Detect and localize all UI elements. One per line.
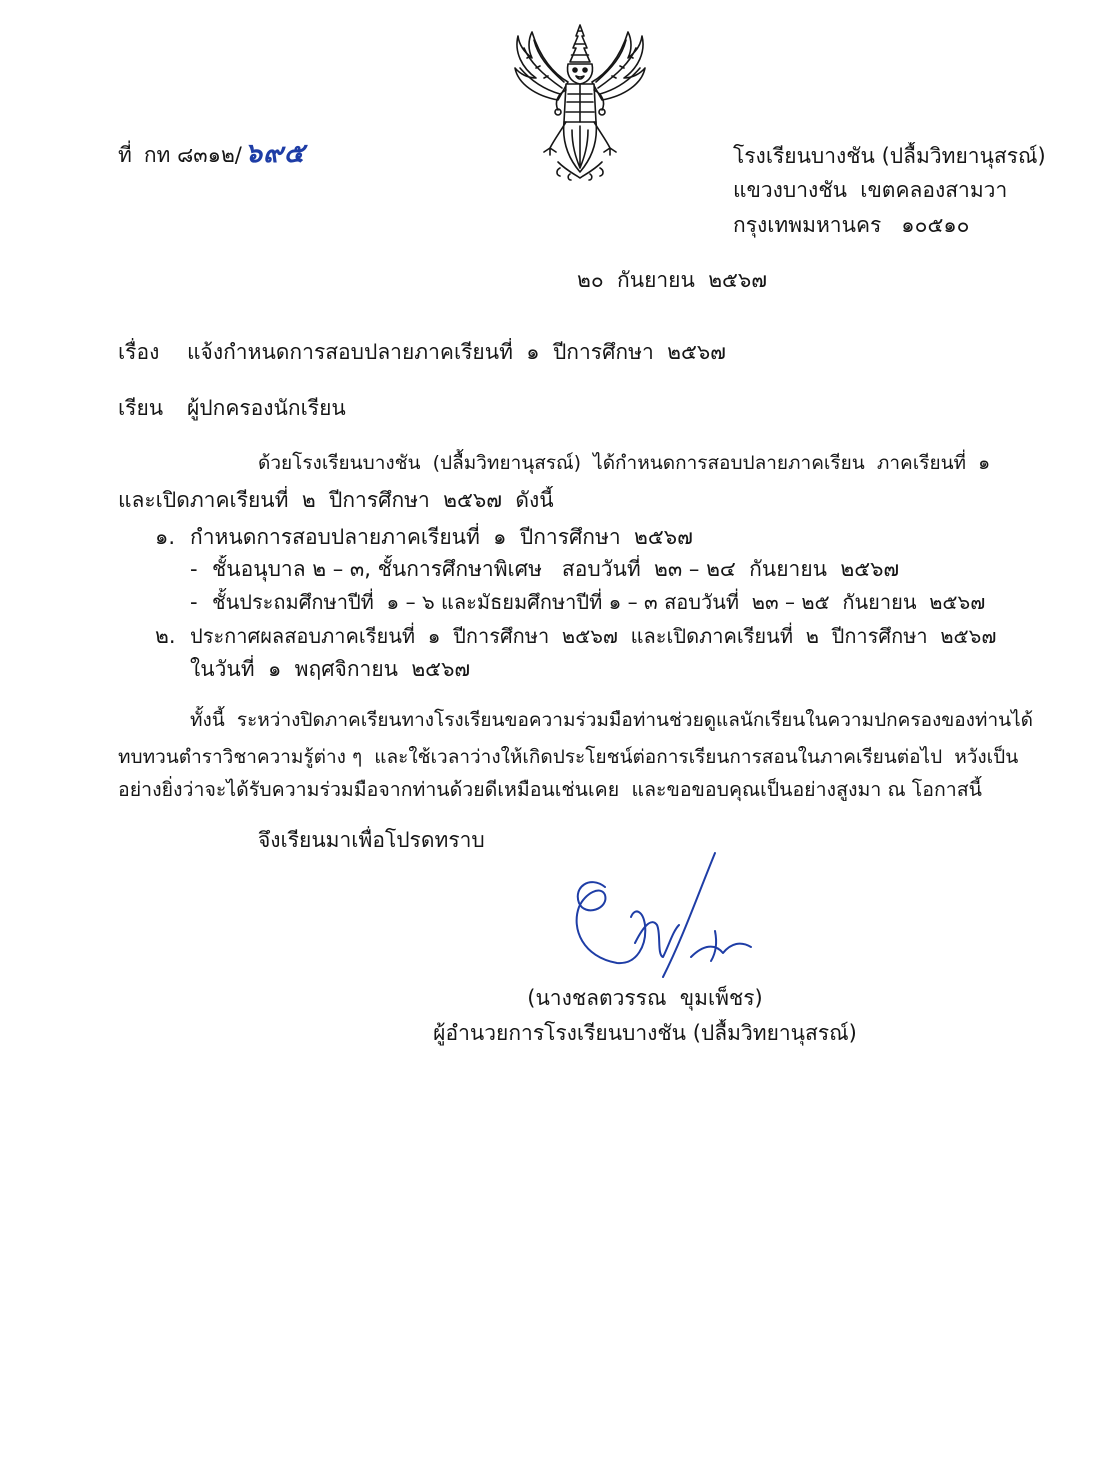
intro-paragraph-line: และเปิดภาคเรียนที่ ๒ ปีการศึกษา ๒๕๖๗ ดังนี้ xyxy=(118,488,554,512)
signature-stroke xyxy=(577,882,646,963)
sender-school-name: โรงเรียนบางชัน (ปลื้มวิทยานุสรณ์) xyxy=(733,144,1046,168)
list-item-text: ประกาศผลสอบภาคเรียนที่ ๑ ปีการศึกษา ๒๕๖๗ และเปิดภาคเรียนที่ ๒ ปีการศึกษา ๒๕๖๗ xyxy=(190,624,997,648)
garuda-crown xyxy=(570,25,590,62)
garuda-right-wing xyxy=(592,32,645,100)
reference-prefix: กท ๘๓๑๒/ xyxy=(143,143,242,167)
garuda-emblem xyxy=(510,22,650,182)
subject-label: เรื่อง xyxy=(118,340,160,364)
sender-address-district: แขวงบางชัน เขตคลองสามวา xyxy=(733,178,1008,202)
closing-paragraph-line: อย่างยิ่งว่าจะได้รับความร่วมมือจากท่านด้วยดีเหมือนเช่นเคย และขอขอบคุณเป็นอย่างสูงมา ณ โอกาสนี้ xyxy=(118,778,982,801)
signatory-title: ผู้อำนวยการโรงเรียนบางชัน (ปลื้มวิทยานุสรณ์) xyxy=(433,1021,857,1045)
closing-paragraph-line: ทั้งนี้ ระหว่างปิดภาคเรียนทางโรงเรียนขอความร่วมมือท่านช่วยดูแลนักเรียนในความปกครองของท่านได้ xyxy=(190,709,1034,731)
subject-text: แจ้งกำหนดการสอบปลายภาคเรียนที่ ๑ ปีการศึกษา ๒๕๖๗ xyxy=(187,340,726,364)
bullet-text: ชั้นอนุบาล ๒ – ๓, ชั้นการศึกษาพิเศษ สอบวันที่ ๒๓ – ๒๔ กันยายน ๒๕๖๗ xyxy=(212,557,900,581)
list-item-continuation: ในวันที่ ๑ พฤศจิกายน ๒๕๖๗ xyxy=(190,657,471,681)
reference-line xyxy=(118,138,305,171)
bullet-marker: - xyxy=(190,557,198,581)
sender-address-city: กรุงเทพมหานคร ๑๐๕๑๐ xyxy=(733,213,970,237)
garuda-head xyxy=(568,64,593,84)
signature xyxy=(565,845,760,990)
closing-phrase: จึงเรียนมาเพื่อโปรดทราบ xyxy=(258,828,485,852)
bullet-marker: - xyxy=(190,590,198,614)
signature-stroke xyxy=(663,853,715,977)
reference-label: ที่ xyxy=(118,143,132,167)
signature-stroke xyxy=(635,922,679,957)
reference-number-handwritten: ๖๙๕ xyxy=(244,138,306,169)
salutation-text: ผู้ปกครองนักเรียน xyxy=(187,396,346,420)
letter-date: ๒๐ กันยายน ๒๕๖๗ xyxy=(577,268,768,292)
list-item-number: ๒. xyxy=(155,624,176,648)
bullet-text: ชั้นประถมศึกษาปีที่ ๑ – ๖ และมัธยมศึกษาปีที่ ๑ – ๓ สอบวันที่ ๒๓ – ๒๕ กันยายน ๒๕๖๗ xyxy=(212,590,986,614)
list-item-number: ๑. xyxy=(155,525,176,549)
garuda-tail xyxy=(557,122,603,180)
closing-paragraph-line: ทบทวนตำราวิชาความรู้ต่าง ๆ และใช้เวลาว่างให้เกิดประโยชน์ต่อการเรียนการสอนในภาคเรียนต่อไป หวังเป็น xyxy=(118,746,1019,768)
garuda-left-wing xyxy=(515,32,568,100)
signatory-name: (นางชลตวรรณ ขุมเพ็ชร) xyxy=(527,986,763,1010)
salutation-label: เรียน xyxy=(118,396,164,420)
signature-stroke xyxy=(691,944,751,957)
intro-paragraph-line: ด้วยโรงเรียนบางชัน (ปลื้มวิทยานุสรณ์) ได้กำหนดการสอบปลายภาคเรียน ภาคเรียนที่ ๑ xyxy=(258,452,991,474)
list-item-text: กำหนดการสอบปลายภาคเรียนที่ ๑ ปีการศึกษา ๒๕๖๗ xyxy=(190,525,693,549)
